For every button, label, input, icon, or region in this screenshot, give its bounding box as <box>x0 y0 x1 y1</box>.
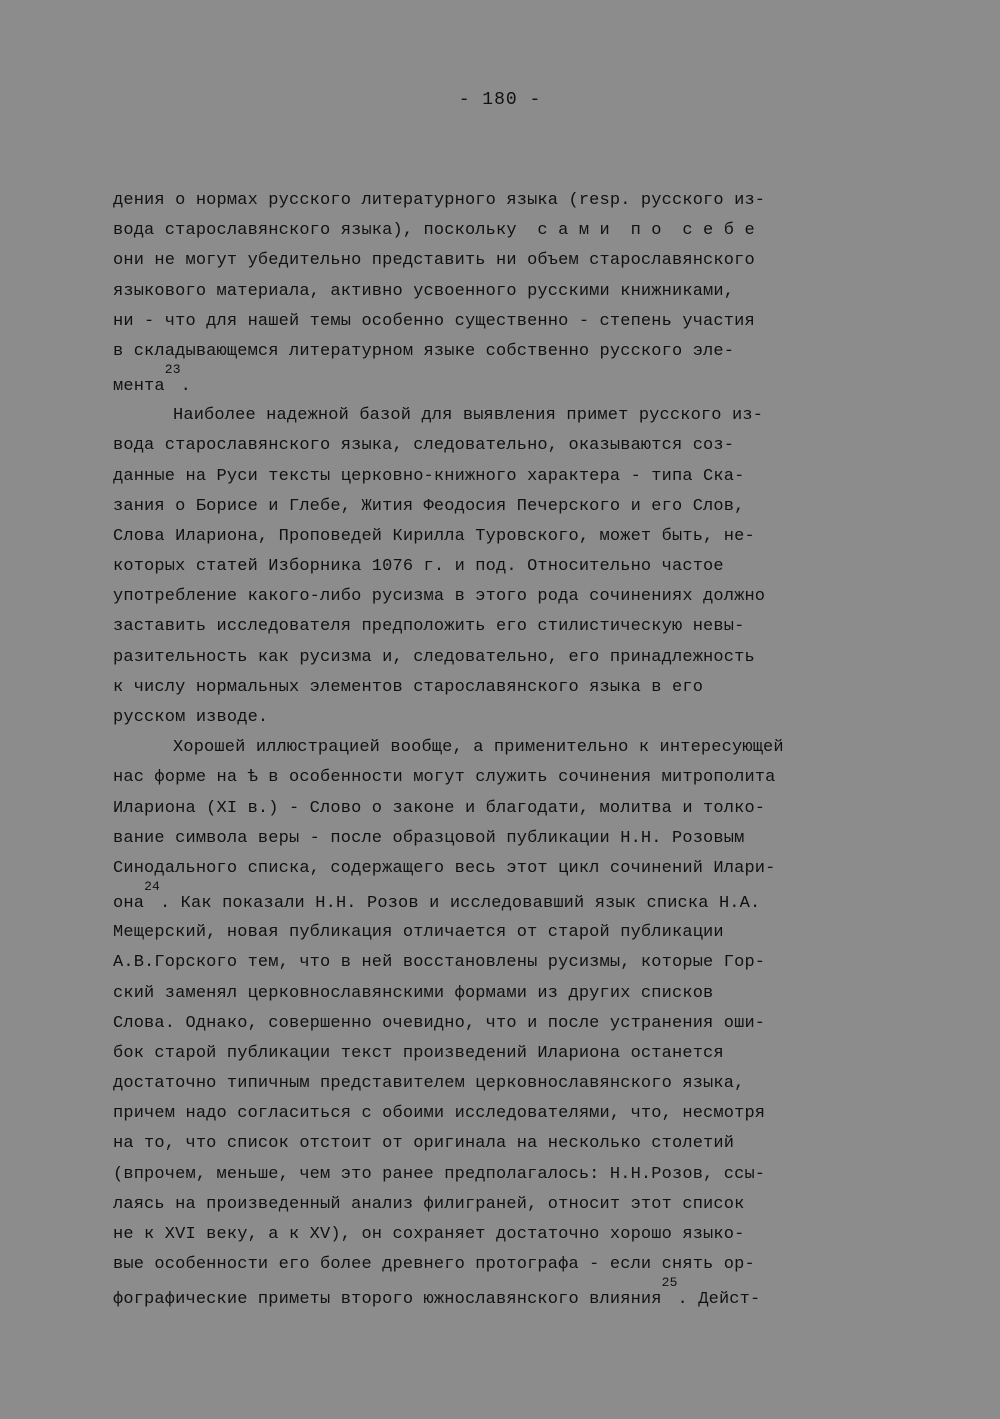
text-line <box>113 918 888 948</box>
footnote-marker: 24 <box>144 879 160 895</box>
line-text: русском изводе. <box>113 708 269 727</box>
text-line <box>113 216 888 246</box>
line-text: причем надо согласиться с обоими исследователями, что, несмотря <box>113 1104 766 1124</box>
line-text: зания о Борисе и Глебе, Жития Феодосия Печерского и его Слов, <box>113 496 745 516</box>
line-text: ни - что для нашей темы особенно существенно - степень участия <box>113 311 755 331</box>
text-line <box>113 492 888 522</box>
text-line <box>113 979 888 1009</box>
text-line <box>113 401 888 431</box>
body-text <box>113 186 888 1314</box>
text-line <box>113 186 888 216</box>
line-text: заставить исследователя предположить его стилистическую невы- <box>113 617 745 637</box>
line-text: Мещерский, новая публикация отличается от старой публикации <box>113 923 724 943</box>
line-text: нас форме на ѣ в особенности могут служить сочинения митрополита <box>113 768 776 788</box>
footnote-marker: 25 <box>661 1275 678 1291</box>
footnote-marker: 23 <box>164 362 181 378</box>
line-text: вода старославянского языка, следовательно, оказываются соз- <box>113 436 735 456</box>
line-text: Слова Илариона, Проповедей Кирилла Туровского, может быть, не- <box>113 526 755 546</box>
text-line <box>113 948 888 978</box>
line-text: данные на Руси тексты церковно-книжного характера - типа Ска- <box>113 466 745 486</box>
line-text: не к XVI веку, а к XV), он сохраняет достаточно хорошо языко- <box>113 1225 745 1244</box>
line-text-tail: . Дейст- <box>677 1290 761 1310</box>
text-line <box>113 582 888 612</box>
text-line <box>113 1250 888 1280</box>
text-line <box>113 1129 888 1159</box>
text-line <box>113 703 888 733</box>
line-text: вание символа веры - после образцовой публикации Н.Н. Розовым <box>113 828 745 848</box>
text-line <box>113 1275 888 1314</box>
text-line <box>113 1009 888 1039</box>
text-line <box>113 612 888 642</box>
line-text: лаясь на произведенный анализ филиграней, относит этот список <box>113 1194 745 1214</box>
line-text: языкового материала, активно усвоенного русскими книжниками, <box>113 281 735 301</box>
line-text: вые особенности его более древнего протографа - если снять ор- <box>113 1255 755 1275</box>
text-line <box>113 552 888 582</box>
page-number: - 180 - <box>458 90 542 110</box>
text-line <box>113 462 888 492</box>
text-line <box>113 643 888 673</box>
text-line <box>113 1069 888 1099</box>
line-text: к числу нормальных элементов старославянского языка в его <box>113 677 704 697</box>
text-line <box>113 307 888 337</box>
text-line <box>113 337 888 367</box>
line-text: дения о нормах русского литературного языка (resp. русского из- <box>113 191 766 210</box>
text-line <box>113 673 888 703</box>
text-line <box>113 879 888 918</box>
line-text: которых статей Изборника 1076 г. и под. Относительно частое <box>113 557 724 577</box>
line-text: вода старославянского языка), поскольку с а м и п о с е б е <box>113 221 755 241</box>
line-text: Наиболее надежной базой для выявления примет русского из- <box>173 406 764 426</box>
line-text: на то, что список отстоит от оригинала на несколько столетий <box>113 1134 735 1154</box>
line-text-tail: . Как показали Н.Н. Розов и исследовавший язык списка Н.А. <box>159 894 761 914</box>
line-text: (впрочем, меньше, чем это ранее предполагалось: Н.Н.Розов, ссы- <box>113 1164 766 1184</box>
line-text: Илариона (XI в.) - Слово о законе и благодати, молитва и толко- <box>113 798 766 818</box>
text-line <box>113 824 888 854</box>
line-text: они не могут убедительно представить ни объем старославянского <box>113 251 755 271</box>
text-line <box>113 1039 888 1069</box>
line-text: достаточно типичным представителем церковнославянского языка, <box>113 1074 745 1094</box>
line-text: А.В.Горского тем, что в ней восстановлены русизмы, которые Гор- <box>113 953 766 973</box>
line-text: бок старой публикации текст произведений Илариона останется <box>113 1043 724 1063</box>
text-line <box>113 1160 888 1190</box>
text-line <box>113 246 888 276</box>
text-line <box>113 362 888 401</box>
text-line <box>113 277 888 307</box>
line-text: употребление какого-либо русизма в этого рода сочинениях должно <box>113 587 766 607</box>
text-line <box>113 522 888 552</box>
line-text: Хорошей иллюстрацией вообще, а применительно к интересующей <box>173 738 784 758</box>
text-line <box>113 854 888 884</box>
line-text: она <box>113 894 145 914</box>
line-text: мента <box>113 377 165 397</box>
text-line <box>113 1099 888 1129</box>
line-text: в складывающемся литературном языке собственно русского эле- <box>113 341 735 361</box>
text-line <box>113 431 888 461</box>
text-line <box>113 1190 888 1220</box>
line-text: фографические приметы второго южнославянского влияния <box>113 1290 662 1310</box>
line-text: ский заменял церковнославянскими формами из других списков <box>113 983 714 1003</box>
line-text-tail: . <box>180 377 192 397</box>
text-line <box>113 794 888 824</box>
line-text: Синодального списка, содержащего весь этот цикл сочинений Илари- <box>113 858 776 878</box>
line-text: разительность как русизма и, следовательно, его принадлежность <box>113 647 755 667</box>
text-line <box>113 1220 888 1250</box>
line-text: Слова. Однако, совершенно очевидно, что и после устранения оши- <box>113 1013 766 1033</box>
text-line <box>113 763 888 793</box>
text-line <box>113 733 888 763</box>
